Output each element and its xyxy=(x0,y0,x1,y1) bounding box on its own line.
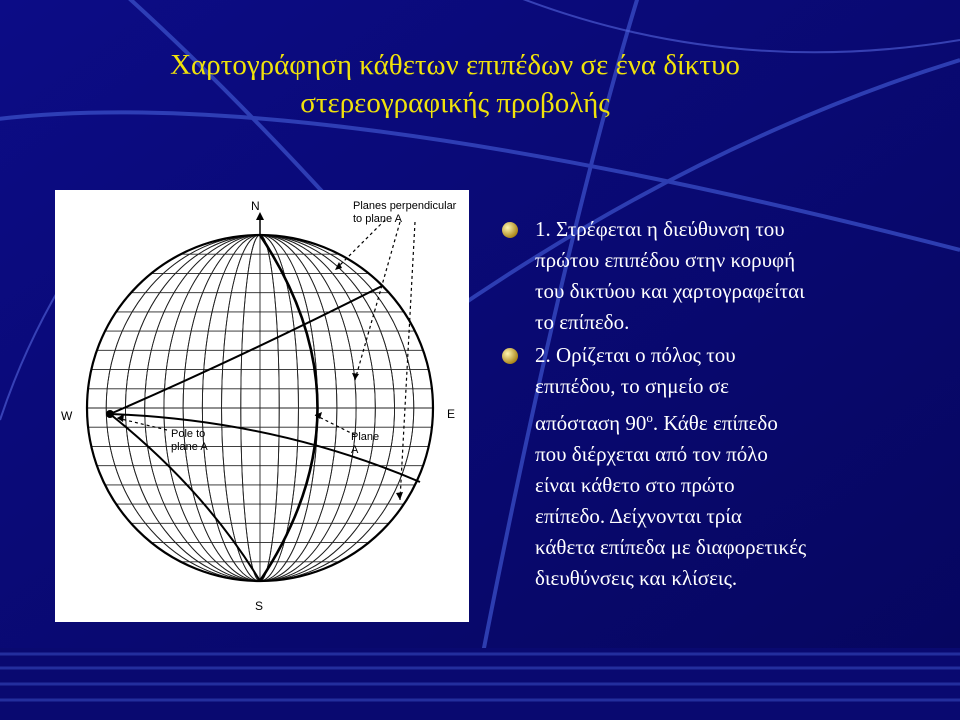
planes-label-line-2: to plane A xyxy=(353,213,402,225)
planes-perpendicular-label xyxy=(353,200,456,226)
planes-label-line-1: Planes perpendicular xyxy=(353,200,457,212)
pole-to-plane-label xyxy=(171,428,208,454)
north-arrow xyxy=(256,212,264,234)
title-line-1: Χαρτογράφηση κάθετων επιπέδων σε ένα δίκτυο xyxy=(170,49,740,81)
sphere-bullet-icon xyxy=(500,220,520,240)
bullet-list xyxy=(500,214,920,594)
title-line-2: στερεογραφικής προβολής xyxy=(300,87,610,119)
angle-value: απόσταση 90 xyxy=(535,411,647,435)
bullet-2-line-3-rest: . Κάθε επίπεδο xyxy=(652,411,778,435)
south-label: S xyxy=(255,599,264,613)
bullet-2-line-6: επίπεδο. Δείχνονται τρία xyxy=(535,504,742,528)
sphere-bullet-icon xyxy=(500,346,520,366)
slide-title xyxy=(0,46,910,122)
degree-superscript: ο xyxy=(646,410,653,425)
bullet-item-1 xyxy=(500,214,920,338)
bullet-1-line-1: 1. Στρέφεται η διεύθυνση του xyxy=(535,217,785,241)
bullet-1-line-2: πρώτου επιπέδου στην κορυφή xyxy=(535,248,796,272)
bullet-2-line-1: 2. Ορίζεται ο πόλος του xyxy=(535,343,736,367)
pole-label-line-2: plane A xyxy=(171,441,208,453)
north-label: N xyxy=(251,199,260,213)
bullet-2-line-5: είναι κάθετο στο πρώτο xyxy=(535,473,735,497)
stereonet-figure xyxy=(55,190,469,622)
east-label: E xyxy=(447,407,456,421)
plane-label-line-1: Plane xyxy=(351,431,380,443)
bullet-1-line-4: το επίπεδο. xyxy=(535,310,630,334)
bullet-2-line-4: που διέρχεται από τον πόλο xyxy=(535,442,768,466)
bullet-2-line-2: επιπέδου, το σημείο σε xyxy=(535,374,729,398)
bullet-2-line-7: κάθετα επίπεδα με διαφορετικές xyxy=(535,535,807,559)
pole-point xyxy=(106,410,114,418)
plane-a-label xyxy=(351,431,379,457)
bullet-item-2 xyxy=(500,340,920,594)
west-label: W xyxy=(61,409,73,423)
pole-label-line-1: Pole to xyxy=(171,428,206,440)
bullet-2-line-3 xyxy=(535,402,920,439)
bullet-2-line-8: διευθύνσεις και κλίσεις. xyxy=(535,566,738,590)
bullet-1-line-3: του δικτύου και χαρτογραφείται xyxy=(535,279,805,303)
stereonet-diagram xyxy=(55,190,469,622)
plane-label-line-2: A xyxy=(351,444,359,456)
